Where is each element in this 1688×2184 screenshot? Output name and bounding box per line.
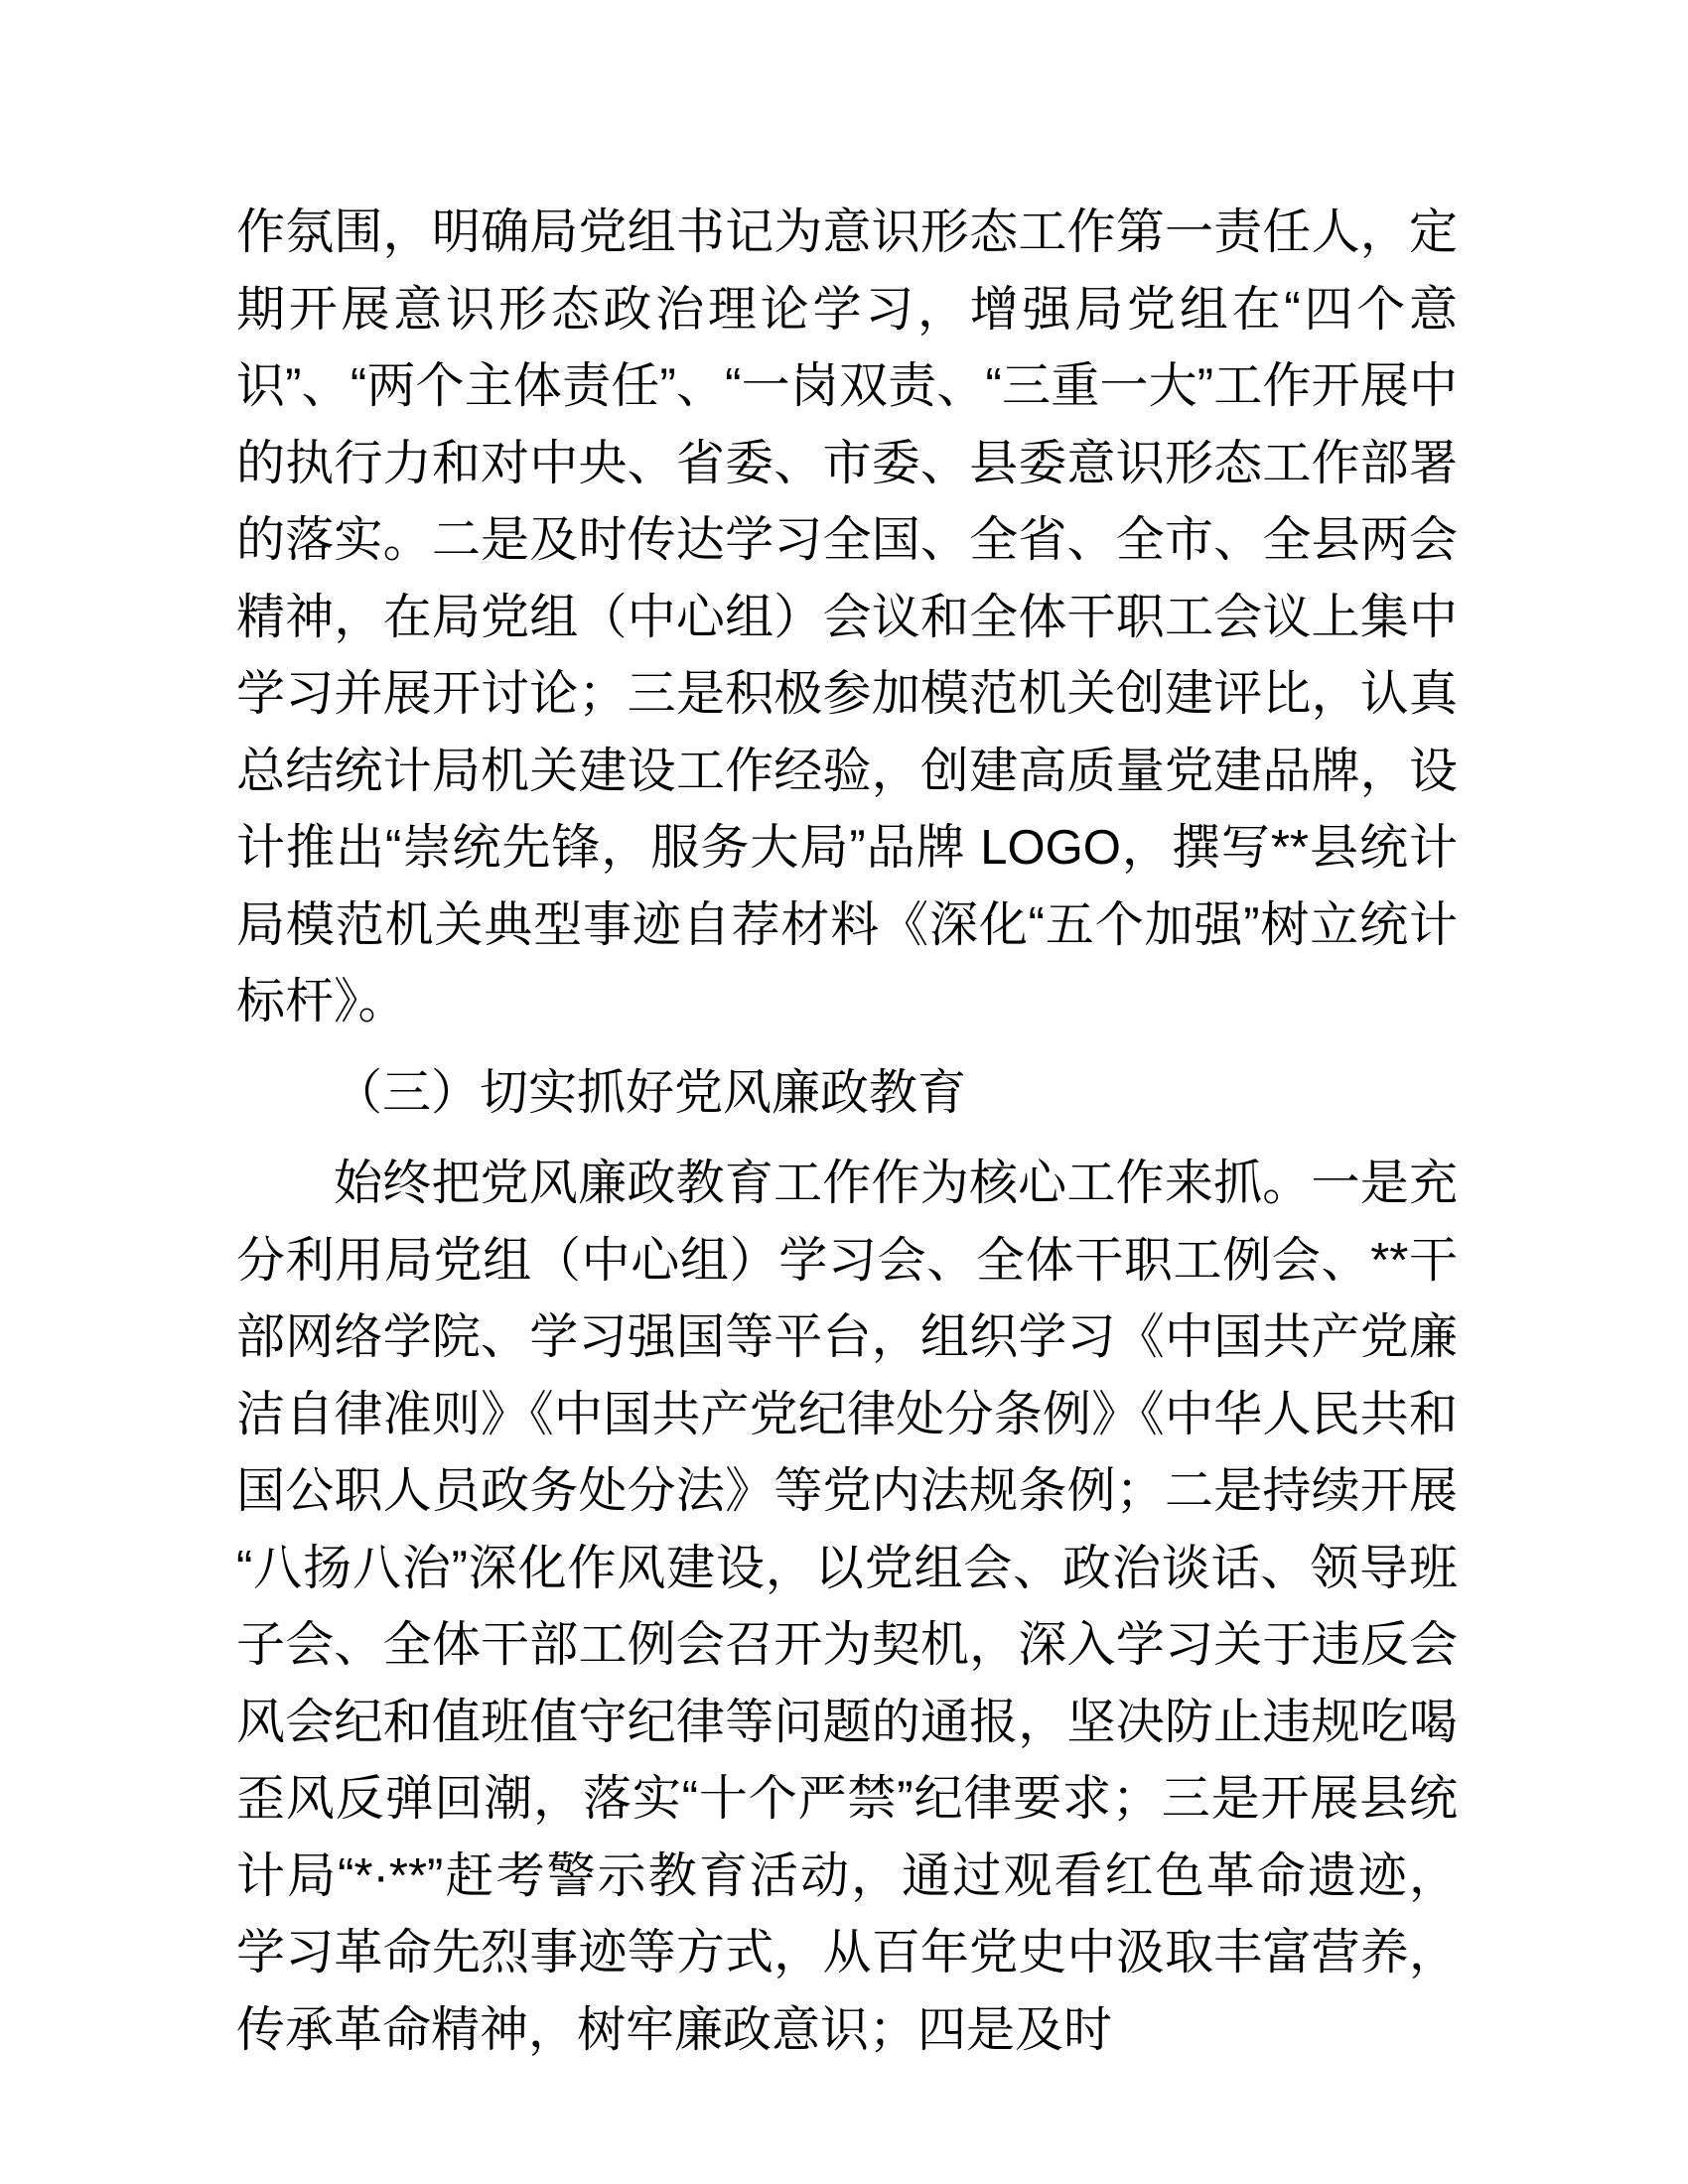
section-heading-three: （三）切实抓好党风廉政教育: [334, 1065, 967, 1120]
page-text-column: [236, 195, 1458, 2069]
paragraph-party-conduct-education: 始终把党风廉政教育工作作为核心工作来抓。一是充分利用局党组（中心组）学习会、全体干职工例会、**干部网络学院、学习强国等平台，组织学习《中国共产党廉洁自律准则》《中国共产党纪律处分条例》《中华人民共和国公职人员政务处分法》等党内法规条例；二是持续开展“八扬八治”深化作风建设，以党组会、政治谈话、领导班子会、全体干部工例会召开为契机，深入学习关于违反会风会纪和值班值守纪律等问题的通报，坚决防止违规吃喝歪风反弹回潮，落实“十个严禁”纪律要求；三是开展县统计局“*·**”赶考警示教育活动，通过观看红色革命遗迹，学习革命先烈事迹等方式，从百年党史中汲取丰富营养，传承革命精神，树牢廉政意识；四是及时: [236, 1157, 1458, 2057]
paragraph-continued: 作氛围，明确局党组书记为意识形态工作第一责任人，定期开展意识形态政治理论学习，增强局党组在“四个意识”、“两个主体责任”、“一岗双责、“三重一大”工作开展中的执行力和对中央、省委、市委、县委意识形态工作部署的落实。二是及时传达学习全国、全省、全市、全县两会精神，在局党组（中心组）会议和全体干职工会议上集中学习并展开讨论；三是积极参加模范机关创建评比，认真总结统计局机关建设工作经验，创建高质量党建品牌，设计推出“崇统先锋，服务大局”品牌 LOGO，撰写**县统计局模范机关典型事迹自荐材料《深化“五个加强”树立统计标杆》。: [236, 205, 1458, 1028]
